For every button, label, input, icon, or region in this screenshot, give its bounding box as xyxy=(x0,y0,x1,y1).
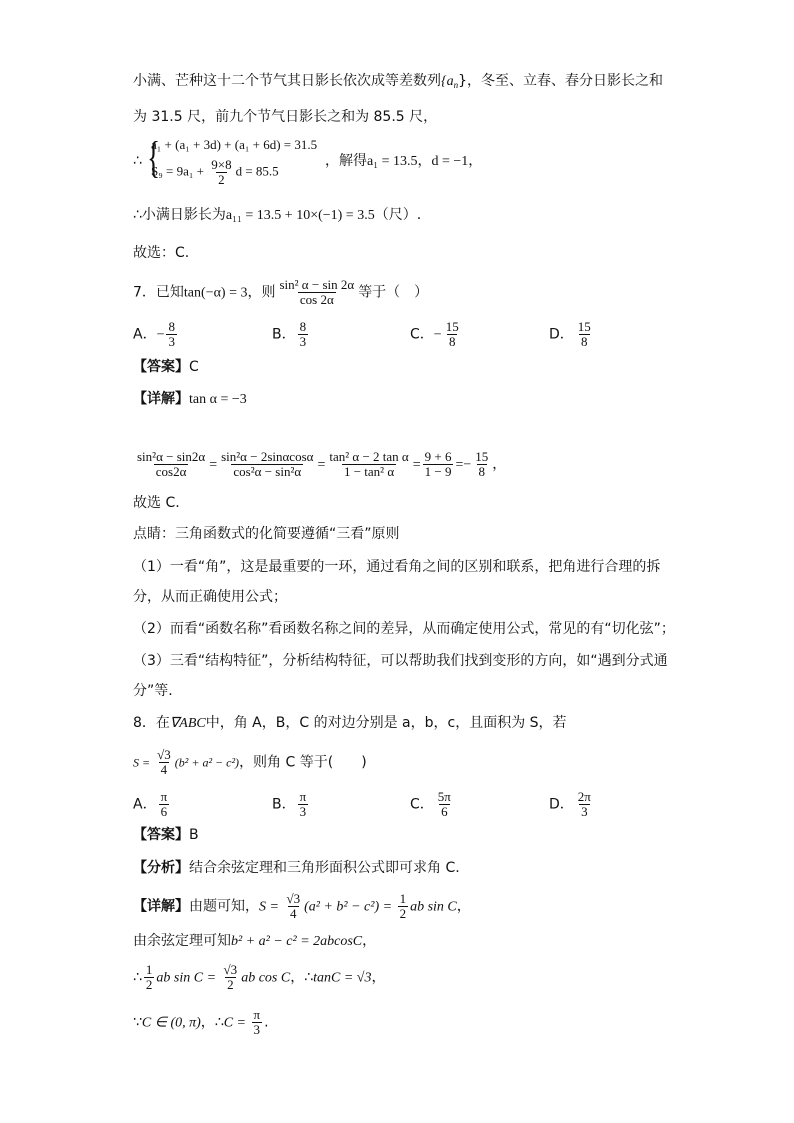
prev-eq2-frac xyxy=(209,158,233,187)
q8-option-d[interactable] xyxy=(549,790,595,819)
q7-stem-post: 等于（ ） xyxy=(358,284,429,301)
q8-step-therefore: ∴ xyxy=(133,969,142,986)
q8-cos-pre: 由余弦定理可知 xyxy=(133,933,231,949)
q7-chain-den-3: 1 − tan² α xyxy=(343,464,395,479)
prev-therefore: ∴ xyxy=(133,153,142,169)
q7-chain-eq-3: = xyxy=(412,457,421,473)
q7-chain-den-5: 8 xyxy=(478,464,486,479)
q8-step-frac-2 xyxy=(222,963,240,992)
q8-answer-tag: 【答案】 xyxy=(133,827,189,843)
q8-analysis xyxy=(133,859,460,877)
q8-detail-s: S = xyxy=(259,899,283,915)
q7-opt-d-frac xyxy=(576,320,593,349)
q8-opt-c-num: 5π xyxy=(437,789,451,804)
prev-result-expr: a₁₁ = 13.5 + 10×(−1) = 3.5 xyxy=(225,208,375,223)
q7-opt-b-frac xyxy=(298,320,309,349)
q7-chain-num-2: sin²α − 2sinαcosα xyxy=(221,449,314,464)
q7-detail-expr: tan α = −3 xyxy=(189,392,247,407)
q8-step-sep: ，∴ xyxy=(290,969,314,986)
q7-chain-num-5: 15 xyxy=(475,449,489,464)
prev-eq1: a₁ + (a₁ + 3d) + (a₁ + 6d) = 31.5 xyxy=(151,137,318,152)
q7-chain xyxy=(133,450,506,479)
q7-chain-num-1: sin²α − sin2α xyxy=(137,449,206,464)
q8-cos-expr: b² + a² − c² = 2abcosC xyxy=(231,934,363,949)
q8-stem-mid: 中，角 A，B，C 的对边分别是 a，b，c，且面积为 S，若 xyxy=(205,715,567,731)
prev-line-1-text: 小满、芒种这十二个节气其日影长依次成等差数列 xyxy=(133,73,441,89)
q7-chain-frac-4 xyxy=(423,450,454,479)
q7-opt-d-den: 8 xyxy=(581,334,588,349)
q7-chain-den-2: cos²α − sin²α xyxy=(233,464,302,479)
q7-chain-num-4: 9 + 6 xyxy=(424,449,452,464)
q8-opt-a-frac xyxy=(159,790,170,819)
q7-tip-title: 点睛：三角函数式的化简要遵循“三看”原则 xyxy=(133,526,400,542)
q8-opt-a-den: 6 xyxy=(160,804,168,819)
q7-option-b[interactable] xyxy=(272,320,310,349)
q7-tip-3b: 分”等. xyxy=(133,683,173,699)
q7-option-c[interactable] xyxy=(410,320,463,349)
q8-opt-d-den: 3 xyxy=(581,804,588,819)
q7-answer xyxy=(133,358,199,376)
q8-opt-c-frac xyxy=(436,790,453,819)
q8-stem-post: ，则角 C 等于( ) xyxy=(239,754,367,771)
prev-a1: a₁ = 13.5 xyxy=(367,154,418,169)
q8-cosine xyxy=(133,932,376,951)
q8-final-frac xyxy=(252,1008,263,1037)
q8-analysis-tag: 【分析】 xyxy=(133,860,189,876)
q7-opt-b-den: 3 xyxy=(299,334,307,349)
q8-detail-pre: 由题可知， xyxy=(189,898,259,915)
q8-stem-formula xyxy=(133,748,367,777)
prev-result-pre: ∴小满日影长为 xyxy=(133,207,226,223)
q8-opt-b-frac xyxy=(298,790,309,819)
q8-step-mid-2: ab cos C xyxy=(241,970,291,986)
prev-eq2-den: 2 xyxy=(218,172,225,187)
q8-detail xyxy=(133,892,471,921)
q8-stem-s: S = xyxy=(133,755,154,770)
prev-result xyxy=(133,206,421,225)
prev-d: ，d = −1， xyxy=(417,154,483,169)
q7-stem-frac xyxy=(277,278,356,307)
q8-final-dot: . xyxy=(264,1014,269,1031)
prev-line-1-end: }，冬至、立春、春分日影长之和 xyxy=(458,73,664,89)
prev-eq2 xyxy=(151,158,279,187)
prev-eq2-num: 9×8 xyxy=(211,157,232,172)
q7-chain-neg: − xyxy=(463,457,472,473)
q7-opt-c-num: 15 xyxy=(445,319,459,334)
q7-tip-1a: （1）一看“角”，这是最重要的一环，通过看角之间的区别和联系，把角进行合理的拆 xyxy=(133,559,661,575)
prev-line-2: 为 31.5 尺，前九个节气日影长之和为 85.5 尺， xyxy=(133,109,438,125)
q8-step-den-1: 2 xyxy=(145,977,153,992)
q8-detail-frac-1 xyxy=(284,892,302,921)
q7-chain-eq-4: = xyxy=(455,457,464,473)
q8-stem-frac xyxy=(155,748,173,777)
q7-chain-frac-5 xyxy=(473,450,490,479)
q8-step-den-2: 2 xyxy=(227,977,234,992)
q7-chain-frac-1 xyxy=(135,450,207,479)
q8-detail-end: ab sin C xyxy=(410,899,457,915)
q8-triangle: ∇ABC xyxy=(169,716,206,731)
q8-stem xyxy=(133,714,567,733)
q8-opt-c-den: 6 xyxy=(441,804,448,819)
q8-opt-b-den: 3 xyxy=(299,804,307,819)
prev-eq2-left: S₉ = 9a₁ + xyxy=(151,163,208,179)
q8-final-range: C ∈ (0, π) xyxy=(141,1015,201,1031)
q7-chain-frac-3 xyxy=(327,450,410,479)
q8-option-b[interactable] xyxy=(272,790,310,819)
q7-chain-frac-2 xyxy=(219,450,315,479)
prev-line-1 xyxy=(133,72,663,94)
q7-opt-c-den: 8 xyxy=(448,334,456,349)
q8-detail-mid: (a² + b² − c²) = xyxy=(304,899,396,915)
q8-step-mid-1: ab sin C = xyxy=(156,970,220,986)
q7-chain-eq-2: = xyxy=(317,457,326,473)
q7-choice: 故选 C. xyxy=(133,495,180,511)
q7-opt-c-sign: − xyxy=(433,327,442,343)
q8-detail-frac-2 xyxy=(398,892,409,921)
q8-final-because: ∵ xyxy=(133,1014,142,1031)
q7-detail xyxy=(133,390,247,409)
q8-step-frac-1 xyxy=(144,963,155,992)
q7-stem-pre: 7．已知 xyxy=(133,284,184,301)
q7-opt-a-num: 8 xyxy=(168,319,175,334)
q8-final-num: π xyxy=(253,1007,261,1022)
prev-solve-text: ，解得 xyxy=(325,153,367,169)
q7-chain-eq-1: = xyxy=(209,457,218,473)
q8-opt-d-frac xyxy=(576,790,593,819)
q8-final xyxy=(133,1008,269,1037)
q7-detail-tag: 【详解】 xyxy=(133,391,189,407)
q8-step-num-2: √3 xyxy=(223,962,238,977)
q7-tip-2: （2）而看“函数名称”看函数名称之间的差异，从而确定使用公式，常见的有“切化弦”； xyxy=(133,621,675,637)
q8-final-sep: ，∴ xyxy=(200,1014,224,1031)
q8-stem-num: √3 xyxy=(157,747,171,762)
q7-opt-b-label: B． xyxy=(272,326,296,343)
q8-answer xyxy=(133,826,199,844)
q7-opt-c-frac xyxy=(444,320,461,349)
q8-final-den: 3 xyxy=(253,1022,261,1037)
prev-seq-sub: n xyxy=(453,80,459,90)
prev-result-post: （尺）. xyxy=(374,207,422,223)
q7-opt-c-label: C． xyxy=(410,326,434,343)
q7-chain-num-3: tan² α − 2 tan α xyxy=(329,449,409,464)
q8-detail-num-1: √3 xyxy=(286,891,301,906)
q8-stem-den: 4 xyxy=(160,762,168,777)
q8-option-c[interactable] xyxy=(410,790,455,819)
q8-opt-a-label: A． xyxy=(133,796,157,813)
q7-stem-mid: ，则 xyxy=(247,284,276,301)
q8-stem-paren: (b² + a² − c²) xyxy=(174,755,240,770)
q8-answer-value: B xyxy=(189,827,199,843)
q7-option-a[interactable] xyxy=(133,320,179,349)
q8-final-c: C = xyxy=(223,1015,250,1031)
q8-step xyxy=(133,963,385,992)
q7-answer-value: C xyxy=(189,359,199,375)
prev-seq: {a xyxy=(441,74,454,89)
q7-tip-1b: 分，从而正确使用公式； xyxy=(133,589,287,605)
q7-opt-b-num: 8 xyxy=(299,319,307,334)
q8-step-comma: ， xyxy=(371,969,386,986)
q8-detail-comma: ， xyxy=(456,898,471,915)
q7-cond: tan(−α) = 3 xyxy=(183,285,248,301)
q8-step-tan: tanC = √3 xyxy=(313,970,372,986)
q7-opt-a-sign: − xyxy=(156,327,165,343)
q8-opt-d-num: 2π xyxy=(577,789,591,804)
q7-opt-d-num: 15 xyxy=(577,319,591,334)
q8-stem-pre: 8．在 xyxy=(133,715,170,731)
q7-chain-den-1: cos2α xyxy=(155,464,187,479)
q7-opt-d-label: D． xyxy=(549,326,574,343)
q8-opt-a-num: π xyxy=(160,789,168,804)
q7-stem-num: sin² α − sin 2α xyxy=(279,277,355,292)
q7-answer-tag: 【答案】 xyxy=(133,359,189,375)
q7-tip-3a: （3）三看“结构特征”，分析结构特征，可以帮助我们找到变形的方向，如“遇到分式通 xyxy=(133,653,668,669)
q8-analysis-text: 结合余弦定理和三角形面积公式即可求角 C. xyxy=(189,860,460,876)
q8-opt-c-label: C． xyxy=(410,796,434,813)
q8-opt-b-num: π xyxy=(299,789,307,804)
q8-step-num-1: 1 xyxy=(145,962,153,977)
q8-opt-b-label: B． xyxy=(272,796,296,813)
q7-stem-den: cos 2α xyxy=(299,292,334,307)
q7-opt-a-den: 3 xyxy=(168,334,175,349)
q8-option-a[interactable] xyxy=(133,790,171,819)
q8-detail-num-2: 1 xyxy=(399,891,407,906)
q7-chain-den-4: 1 − 9 xyxy=(424,464,452,479)
q8-detail-tag: 【详解】 xyxy=(133,898,189,915)
q7-chain-comma: ， xyxy=(492,456,507,473)
q7-opt-a-frac xyxy=(166,320,177,349)
q8-opt-d-label: D． xyxy=(549,796,574,813)
prev-eq2-right: d = 85.5 xyxy=(235,163,279,179)
q7-option-d[interactable] xyxy=(549,320,595,349)
prev-solve xyxy=(325,152,482,171)
q8-detail-den-1: 4 xyxy=(290,906,297,921)
prev-choice: 故选：C. xyxy=(133,245,190,261)
brace-icon: { xyxy=(147,133,160,182)
q7-stem xyxy=(133,278,428,307)
q8-detail-den-2: 2 xyxy=(399,906,407,921)
q7-opt-a-label: A． xyxy=(133,326,157,343)
q8-cos-comma: ， xyxy=(362,933,377,949)
